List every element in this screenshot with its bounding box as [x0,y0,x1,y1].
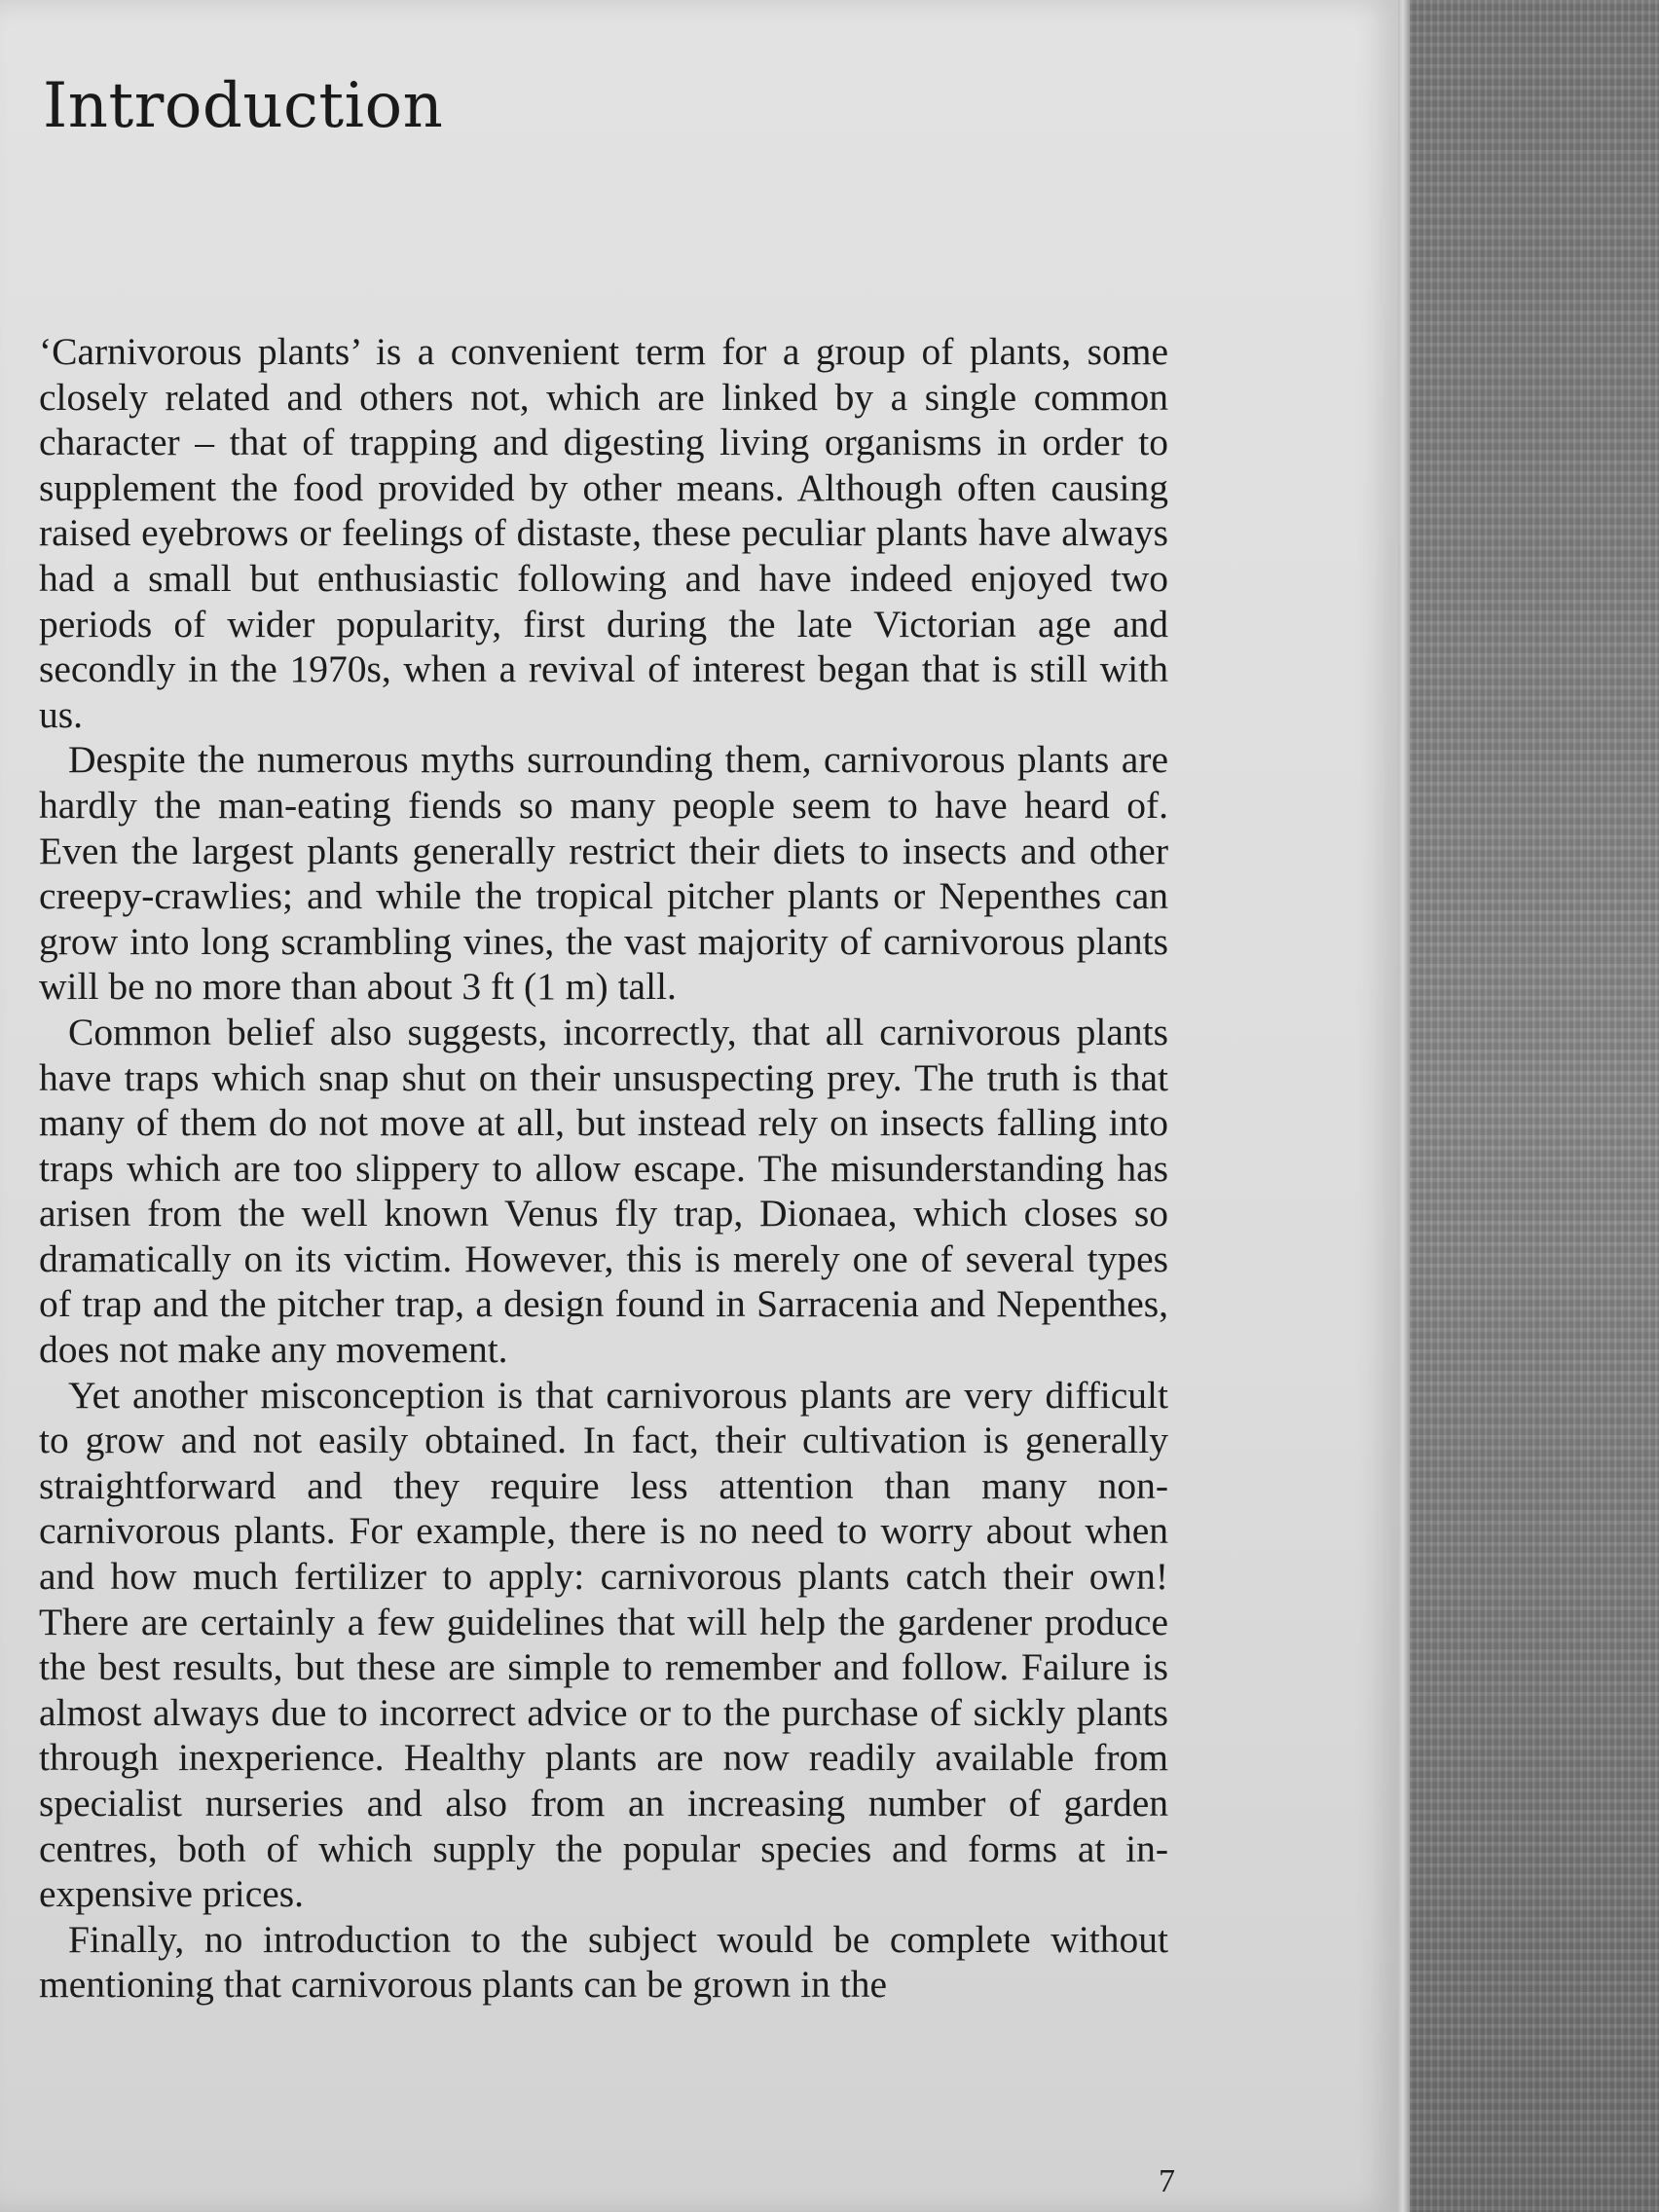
paragraph-3: Common belief also suggests, incorrectly, that all carnivorous plants have traps which snap shut on their unsuspecting prey. The truth is that many of them do not move at all, but instead rely on insects falling into traps which are too slippery to allow escape. The misunderstanding has arisen from the well known Venus fly trap, Dionaea, which closes so dramatically on its victim. However, this is merely one of several types of trap and the pitcher trap, a design found in Sarracenia and Nepenthes, does not make any movement. [39,1010,1168,1372]
chapter-title: Introduction [43,70,444,142]
page-edge [1398,0,1410,2212]
paragraph-1: ‘Carnivorous plants’ is a convenient term for a group of plants, some closely related and others not, which are linked by a single common character – that of trapping and digesting living organisms in order to supplement the food provided by other means. Although often causing raised eyebrows or feelings of distaste, these peculiar plants have always had a small but enthusiastic following and have indeed enjoyed two periods of wider popularity, first during the late Victorian age and secondly in the 1970s, when a revival of interest began that is still with us. [39,330,1168,736]
background-surface [1410,0,1659,2212]
paragraph-2: Despite the numerous myths surrounding them, carnivorous plants are hardly the man-eating fiends so many people seem to have heard of. Even the largest plants generally restrict their diets to insects and other creepy-crawlies; and while the tropical pitcher plants or Nepenthes can grow into long scrambling vines, the vast majority of carnivorous plants will be no more than about 3 ft (1 m) tall. [39,738,1168,1009]
paragraph-4: Yet another misconception is that carnivorous plants are very difficult to grow and not easily obtained. In fact, their cultivation is generally straightforward and they require less attention than many non-carnivorous plants. For example, there is no need to worry about when and how much fertilizer to apply: carnivorous plants catch their own! There are certainly a few guidelines that will help the gardener produce the best results, but these are simple to remember and follow. Failure is almost always due to incorrect advice or to the purchase of sickly plants through inexperience. Healthy plants are now readily available from specialist nurseries and also from an increasing number of garden centres, both of which supply the popular species and forms at inexpensive prices. [39,1373,1168,1916]
page-number: 7 [1159,2163,1175,2199]
body-text [39,329,1168,2008]
paragraph-5: Finally, no introduction to the subject would be complete without mentioning that carnivorous plants can be grown in the [39,1917,1168,2007]
